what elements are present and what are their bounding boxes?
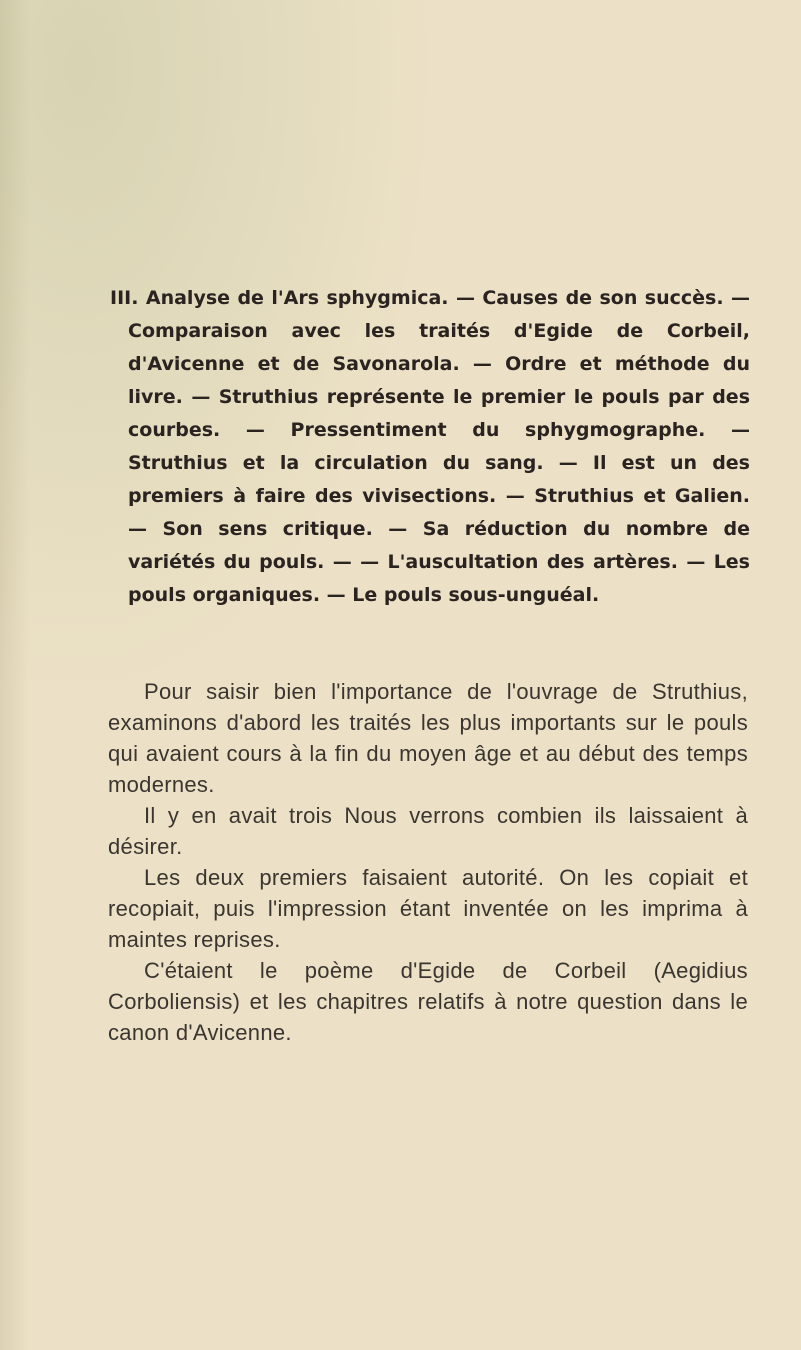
paragraph-1: Pour saisir bien l'importance de l'ouvrage de Struthius, examinons d'abord les traités les plus importants sur le pouls qui avaient cours à la fin du moyen âge et au début des temps modernes.: [108, 679, 748, 797]
chapter-summary-text: Analyse de l'Ars sphygmica. — Causes de son succès. — Comparaison avec les traités d'Egide de Corbeil, d'Avicenne et de Savonarola. — Ordre et méthode du livre. — Struthius représente le premier le pouls par des courbes. — Pressentiment du sphygmographe. — Struthius et la circulation du sang. — Il est un des premiers à faire des vivisections. — Struthius et Galien. — Son sens critique. — Sa réduction du nombre de variétés du pouls. — — L'auscultation des artères. — Les pouls organiques. — Le pouls sous-unguéal.: [128, 287, 751, 606]
body-text: [108, 676, 748, 1048]
chapter-summary: [110, 282, 750, 612]
paragraph-3: Les deux premiers faisaient autorité. On les copiait et recopiait, puis l'impression étant inventée on les imprima à maintes reprises.: [108, 865, 748, 952]
paragraph-4: C'étaient le poème d'Egide de Corbeil (Aegidius Corboliensis) et les chapitres relatifs à notre question dans le canon d'Avicenne.: [108, 958, 748, 1045]
paragraph-2: Il y en avait trois Nous verrons combien ils laissaient à désirer.: [108, 803, 748, 859]
chapter-number: III.: [110, 287, 139, 309]
